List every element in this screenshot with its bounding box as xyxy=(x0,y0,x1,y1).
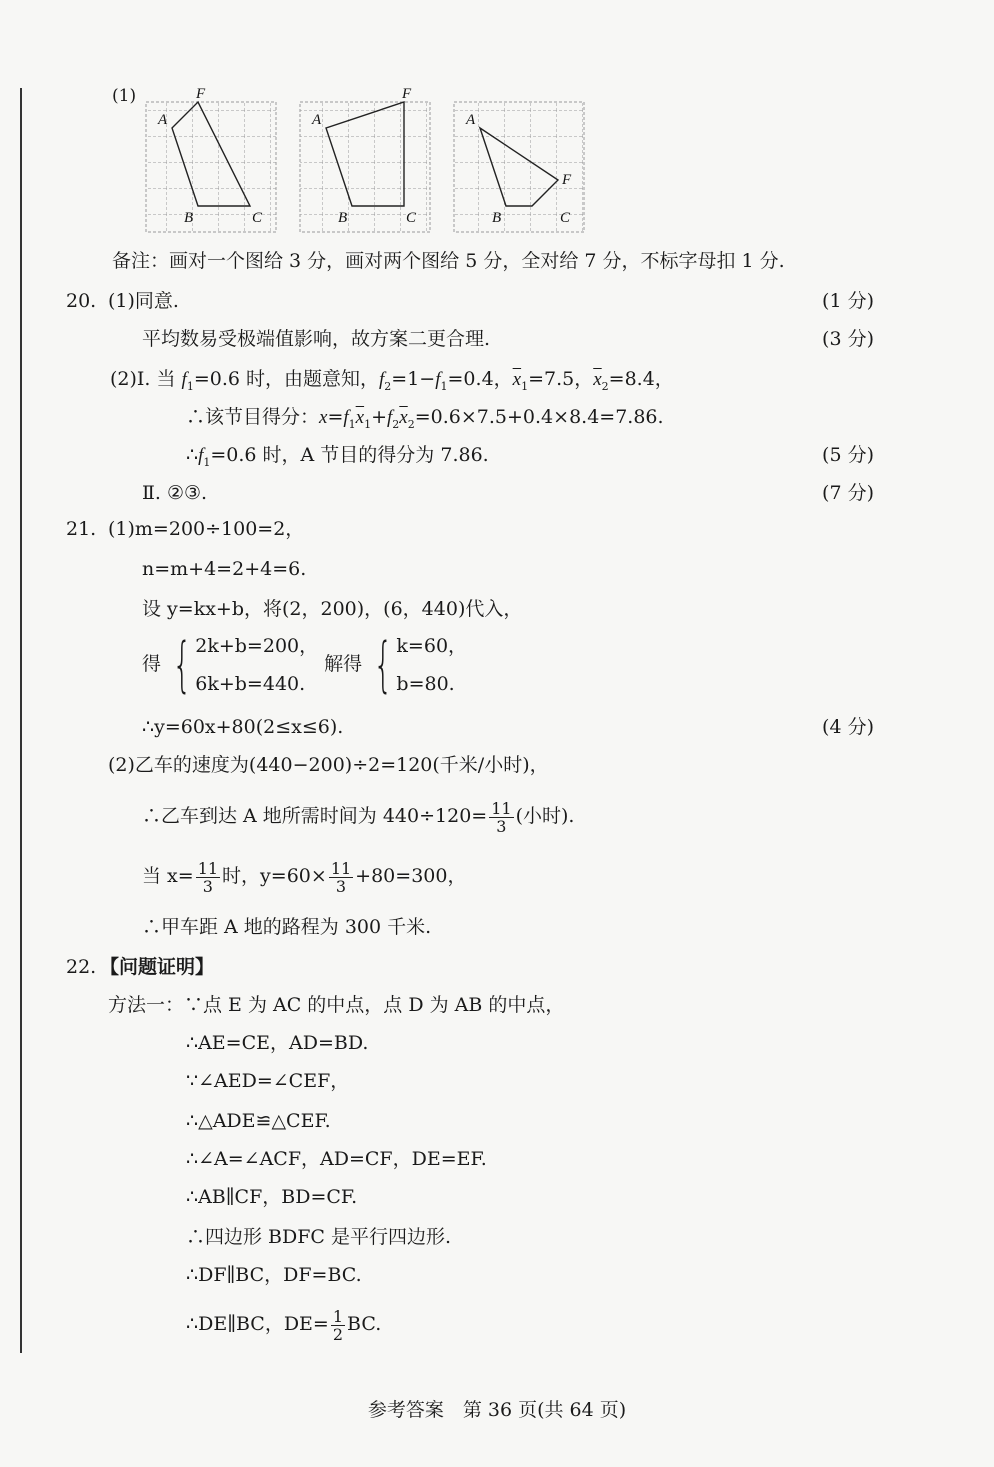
q21-line7-pre: ∴乙车到达 A 地所需时间为 440÷120= xyxy=(142,805,488,827)
q20-f2-value: =0.4， xyxy=(447,368,513,390)
q20-reason-score: (3 分) xyxy=(822,328,874,350)
q22-method1: 方法一：∵点 E 为 AC 的中点，点 D 为 AB 的中点， xyxy=(108,994,565,1016)
fraction-denominator: 3 xyxy=(335,876,347,896)
q22-step7: ∴DF∥BC，DF=BC. xyxy=(186,1264,362,1286)
q21-line2: n=m+4=2+4=6. xyxy=(142,558,307,580)
q20-number: 20. xyxy=(66,290,97,312)
point-b-3: B xyxy=(492,210,502,226)
fraction-numerator: 11 xyxy=(491,798,512,818)
point-c-2: C xyxy=(406,210,417,226)
equation-system-2: { k=60， b=80. xyxy=(373,630,468,700)
q20-score-eq: =0.6×7.5+0.4×8.4=7.86. xyxy=(414,406,664,428)
point-a-1: A xyxy=(158,112,168,128)
q22-step6: ∴四边形 BDFC 是平行四边形. xyxy=(186,1226,452,1248)
q20-conclusion-rest: =0.6 时，A 节目的得分为 7.86. xyxy=(210,444,489,466)
quadrilateral-figures-svg xyxy=(140,84,620,234)
fraction-numerator: 11 xyxy=(197,858,219,878)
q22-step8-pre: ∴DE∥BC，DE= xyxy=(186,1313,329,1335)
fraction-numerator: 1 xyxy=(332,1306,344,1326)
point-a-2: A xyxy=(312,112,322,128)
page-footer: 参考答案 第 36 页(共 64 页) xyxy=(367,1399,627,1421)
equation-system-1: { 2k+b=200， 6k+b=440. xyxy=(172,630,319,700)
q20-score-prefix: ∴该节目得分： xyxy=(186,406,320,428)
system2-eq2: b=80. xyxy=(396,673,455,695)
fraction-1-2 xyxy=(331,1308,345,1343)
point-f-1: F xyxy=(196,86,206,102)
q20-part1-score: (1 分) xyxy=(822,290,874,312)
q20-part2-line1: (2)Ⅰ. 当 $f_1=0.6$ 时，由题意知，$f_2=1-f_1=0.4$，$\overline{x}_1=7.5$，$\overline{x}_2=8.4$， xyxy=(110,368,674,393)
system1-eq2: 6k+b=440. xyxy=(195,673,306,695)
point-f-2: F xyxy=(402,86,412,102)
q22-step8 xyxy=(186,1304,381,1344)
q20-xbar2: =8.4， xyxy=(608,368,674,390)
q20-f2-eq: =1− xyxy=(391,368,436,390)
fraction-numerator: 11 xyxy=(330,858,352,878)
point-f-3: F xyxy=(562,172,572,188)
q21-line8 xyxy=(142,856,466,896)
q21-line8-pre: 当 x= xyxy=(142,865,194,887)
q20-f1-value: =0.6 时，由题意知， xyxy=(193,368,380,390)
q21-solve: 解得 xyxy=(324,653,363,675)
q22-step2: ∵∠AED=∠CEF， xyxy=(186,1070,350,1092)
system2-eq1: k=60， xyxy=(396,635,468,657)
q20-xbar1: =7.5， xyxy=(528,368,594,390)
note-q19: 备注：画对一个图给 3 分，画对两个图给 5 分，全对给 7 分，不标字母扣 1 分. xyxy=(112,250,785,272)
q21-line6: (2)乙车的速度为(440−200)÷2=120(千米/小时)， xyxy=(108,754,549,776)
q20-reason: 平均数易受极端值影响，故方案二更合理. xyxy=(142,328,491,350)
point-a-3: A xyxy=(466,112,476,128)
point-c-3: C xyxy=(560,210,571,226)
q21-line8-mid: 时，y=60× xyxy=(222,865,327,887)
q20-conclusion-score: (5 分) xyxy=(822,444,874,466)
q22-number: 22. xyxy=(66,956,97,978)
q22-step4: ∴∠A=∠ACF，AD=CF，DE=EF. xyxy=(186,1148,487,1170)
point-b-1: B xyxy=(184,210,194,226)
figure-label: (1) xyxy=(112,86,137,106)
q20-part2-ii-score: (7 分) xyxy=(822,482,874,504)
q22-step5: ∴AB∥CF，BD=CF. xyxy=(186,1186,358,1208)
point-c-1: C xyxy=(252,210,263,226)
q22-step3: ∴△ADE≌△CEF. xyxy=(186,1110,331,1132)
fraction-denominator: 3 xyxy=(496,816,507,836)
q21-line7 xyxy=(142,796,574,836)
q21-systems xyxy=(142,630,468,700)
figure-group-q19 xyxy=(112,84,712,234)
q21-line9: ∴甲车距 A 地的路程为 300 千米. xyxy=(142,916,432,938)
q21-line7-post: (小时). xyxy=(515,805,575,827)
fraction-11-3 xyxy=(489,800,513,835)
q20-part1: (1)同意. xyxy=(108,290,179,312)
q20-conclusion: $\therefore f_1=0.6$ 时，A 节目的得分为 7.86. xyxy=(186,444,489,469)
q21-line5-score: (4 分) xyxy=(822,716,874,738)
q21-number: 21. xyxy=(66,518,97,540)
q21-line8-post: +80=300， xyxy=(355,865,467,887)
quadrilateral-figures xyxy=(140,84,620,239)
q20-part2-ii: Ⅱ. ②③. xyxy=(142,482,208,504)
fraction-denominator: 2 xyxy=(332,1324,344,1344)
q21-line3: 设 y=kx+b，将(2，200)，(6，440)代入， xyxy=(142,598,523,620)
fraction-11-3-b xyxy=(329,860,353,895)
fraction-11-3-a xyxy=(196,860,220,895)
q22-step8-post: BC. xyxy=(347,1313,382,1335)
q20-score-line: ∴该节目得分：$x=f_1\overline{x}_1+f_2\overline{x}_2=0.6\times 7.5+0.4\times 8.4=7.86$. xyxy=(186,406,664,431)
q22-step1: ∴AE=CE，AD=BD. xyxy=(186,1032,369,1054)
q22-heading: 【问题证明】 xyxy=(100,956,215,978)
q21-de: 得 xyxy=(142,653,162,675)
point-b-2: B xyxy=(338,210,348,226)
q20-part2-intro: (2)Ⅰ. 当 xyxy=(110,368,176,390)
q20-conclusion-prefix: ∴ xyxy=(186,444,199,466)
margin-rule xyxy=(20,88,22,1353)
system1-eq1: 2k+b=200， xyxy=(195,635,319,657)
q21-line1: (1)m=200÷100=2， xyxy=(108,518,305,540)
q21-line5: ∴y=60x+80(2≤x≤6). xyxy=(142,716,344,738)
fraction-denominator: 3 xyxy=(202,876,213,896)
